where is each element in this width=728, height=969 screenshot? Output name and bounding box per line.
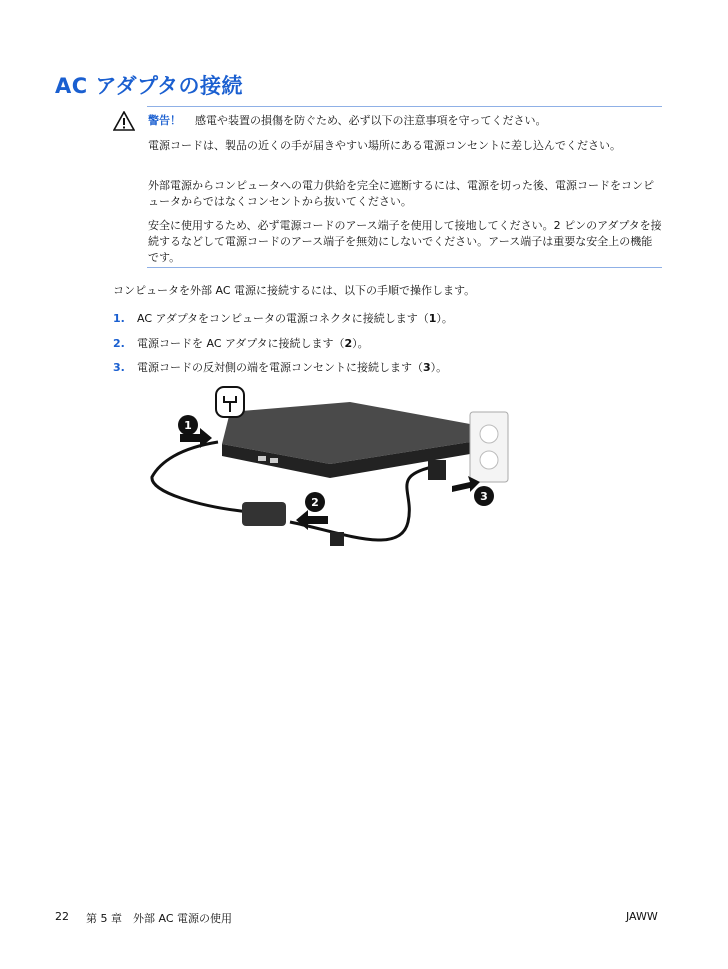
warning-top-rule (147, 106, 662, 107)
power-cord-plug (330, 532, 344, 546)
warning-paragraph-2: 電源コードは、製品の近くの手が届きやすい場所にある電源コンセントに差し込んでください。 (148, 139, 621, 152)
step-text: 電源コードを AC アダプタに接続します（ (137, 337, 345, 350)
warning-bottom-rule (147, 267, 662, 268)
footer-code: JAWW (626, 910, 658, 923)
step-number: 1. (113, 312, 125, 325)
ac-adapter-connection-illustration (140, 382, 520, 582)
outlet-plug (428, 460, 446, 480)
warning-icon (113, 111, 135, 131)
step-text: AC アダプタをコンピュータの電源コネクタに接続します（ (137, 312, 429, 325)
callout-label: 3 (480, 490, 488, 503)
page-title: AC アダプタの接続 (55, 74, 244, 98)
step-tail: ）。 (436, 312, 453, 325)
callout-label: 1 (184, 419, 192, 432)
step-ref: 1 (428, 312, 437, 325)
step-1 (113, 310, 453, 326)
step-2 (113, 335, 369, 351)
callout-label: 2 (311, 496, 319, 509)
step-text: 電源コードの反対側の端を電源コンセントに接続します（ (137, 361, 423, 374)
step-ref: 2 (344, 337, 353, 350)
step-3 (113, 359, 447, 375)
warning-paragraph-4: 安全に使用するため、必ず電源コードのアース端子を使用して接地してください。2 ピンのアダプタを接続するなどして電源コードのアース端子を無効にしないでください。アース端子は重要な安全上の機能です。 (148, 219, 662, 264)
warning-text: 感電や装置の損傷を防ぐため、必ず以下の注意事項を守ってください。 (195, 114, 547, 127)
step-number: 2. (113, 337, 125, 350)
wall-outlet (470, 412, 508, 482)
step-ref: 3 (423, 361, 431, 374)
footer-page-number: 22 (55, 910, 69, 923)
warning-label: 警告！ (148, 114, 181, 127)
step-number: 3. (113, 361, 125, 374)
footer-chapter: 第 5 章 外部 AC 電源の使用 (86, 912, 232, 925)
warning-paragraph-3: 外部電源からコンピュータへの電力供給を完全に遮断するには、電源を切った後、電源コードをコンピュータからではなくコンセントから抜いてください。 (148, 179, 654, 208)
usb-port-icon (270, 458, 278, 463)
step-tail: ）。 (352, 337, 369, 350)
usb-port-icon (258, 456, 266, 461)
ac-adapter (242, 502, 286, 526)
intro-text: コンピュータを外部 AC 電源に接続するには、以下の手順で操作します。 (113, 284, 476, 297)
step-tail: ）。 (430, 361, 448, 374)
warning-paragraph-1 (148, 113, 663, 129)
